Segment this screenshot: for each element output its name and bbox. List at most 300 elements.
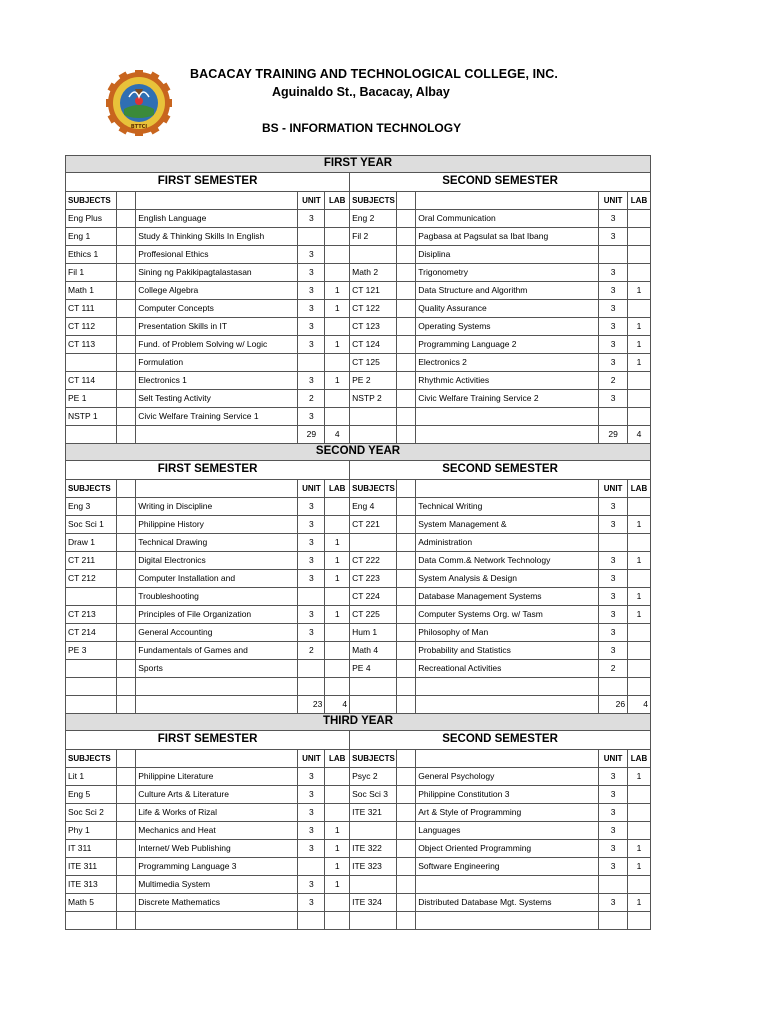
lab-value: 1 <box>628 768 651 786</box>
lab-value <box>325 318 350 336</box>
subject-row <box>66 336 651 354</box>
spacer-cell <box>396 912 416 930</box>
subject-code: ITE 323 <box>350 858 397 876</box>
subject-title: Presentation Skills in IT <box>136 318 298 336</box>
lab-header: LAB <box>325 750 350 768</box>
unit-value: 3 <box>599 228 628 246</box>
subject-code: PE 2 <box>350 372 397 390</box>
lab-value <box>325 210 350 228</box>
description-header <box>416 750 599 768</box>
lab-value: 1 <box>325 336 350 354</box>
description-header <box>416 480 599 498</box>
totals-row <box>66 696 651 714</box>
spacer-cell <box>396 264 416 282</box>
subject-row <box>66 516 651 534</box>
spacer-cell <box>416 426 599 444</box>
lab-value <box>628 660 651 678</box>
lab-header: LAB <box>628 480 651 498</box>
unit-value: 3 <box>298 894 325 912</box>
subject-title: Proffesional Ethics <box>136 246 298 264</box>
subject-title: Trigonometry <box>416 264 599 282</box>
spacer-cell <box>116 192 136 210</box>
subject-title: Disiplina <box>416 246 599 264</box>
subject-row <box>66 552 651 570</box>
subject-title: Distributed Database Mgt. Systems <box>416 894 599 912</box>
subject-code: CT 112 <box>66 318 117 336</box>
spacer-cell <box>396 768 416 786</box>
lab-value <box>325 786 350 804</box>
subject-title <box>416 912 599 930</box>
unit-value: 3 <box>298 786 325 804</box>
subject-title: Multimedia System <box>136 876 298 894</box>
lab-value: 1 <box>628 858 651 876</box>
unit-value: 3 <box>298 822 325 840</box>
subject-code: Eng 5 <box>66 786 117 804</box>
unit-value: 3 <box>599 516 628 534</box>
subject-code <box>66 912 117 930</box>
subject-title: College Algebra <box>136 282 298 300</box>
lab-value <box>325 642 350 660</box>
subject-code: Eng 2 <box>350 210 397 228</box>
college-seal-logo <box>106 70 172 136</box>
description-header <box>416 192 599 210</box>
lab-value: 1 <box>325 858 350 876</box>
unit-value: 3 <box>599 318 628 336</box>
year-title: FIRST YEAR <box>66 156 651 173</box>
subject-title: English Language <box>136 210 298 228</box>
subject-row <box>66 318 651 336</box>
unit-value: 3 <box>599 210 628 228</box>
spacer-cell <box>136 426 298 444</box>
subject-row <box>66 282 651 300</box>
subject-title: Philippine Literature <box>136 768 298 786</box>
unit-value: 3 <box>599 282 628 300</box>
subject-code: CT 221 <box>350 516 397 534</box>
lab-value: 1 <box>325 876 350 894</box>
spacer-cell <box>116 408 136 426</box>
spacer-cell <box>350 426 397 444</box>
lab-value: 1 <box>628 516 651 534</box>
subject-code: CT 113 <box>66 336 117 354</box>
subject-title: System Analysis & Design <box>416 570 599 588</box>
subject-title: Programming Language 3 <box>136 858 298 876</box>
subject-row <box>66 408 651 426</box>
subjects-header: SUBJECTS <box>350 192 397 210</box>
spacer-cell <box>116 588 136 606</box>
unit-value <box>298 858 325 876</box>
unit-value: 2 <box>298 642 325 660</box>
subject-code: CT 114 <box>66 372 117 390</box>
spacer-cell <box>396 876 416 894</box>
subject-row <box>66 840 651 858</box>
subject-code: CT 123 <box>350 318 397 336</box>
subject-code: CT 212 <box>66 570 117 588</box>
spacer-cell <box>396 822 416 840</box>
unit-value: 3 <box>298 300 325 318</box>
spacer-cell <box>396 678 416 696</box>
spacer-cell <box>396 642 416 660</box>
lab-value: 1 <box>628 588 651 606</box>
unit-value: 3 <box>298 606 325 624</box>
subject-title: Selt Testing Activity <box>136 390 298 408</box>
subjects-header: SUBJECTS <box>66 192 117 210</box>
total-units: 29 <box>599 426 628 444</box>
lab-value <box>325 390 350 408</box>
subject-code: Fil 1 <box>66 264 117 282</box>
subject-code <box>350 408 397 426</box>
subject-code: CT 214 <box>66 624 117 642</box>
spacer-cell <box>396 804 416 822</box>
subject-code: CT 213 <box>66 606 117 624</box>
unit-header: UNIT <box>298 192 325 210</box>
subject-title: Philippine History <box>136 516 298 534</box>
unit-value: 3 <box>599 336 628 354</box>
spacer-cell <box>116 516 136 534</box>
lab-value <box>628 678 651 696</box>
subject-code: ITE 311 <box>66 858 117 876</box>
spacer-cell <box>396 318 416 336</box>
subject-row <box>66 822 651 840</box>
lab-value <box>628 822 651 840</box>
subject-title: Computer Installation and <box>136 570 298 588</box>
subject-title: Fund. of Problem Solving w/ Logic <box>136 336 298 354</box>
unit-header: UNIT <box>599 750 628 768</box>
unit-value <box>599 408 628 426</box>
unit-value: 2 <box>298 390 325 408</box>
spacer-cell <box>396 786 416 804</box>
lab-value: 1 <box>325 822 350 840</box>
subject-title <box>136 912 298 930</box>
unit-value <box>599 246 628 264</box>
spacer-cell <box>66 696 117 714</box>
unit-header: UNIT <box>298 750 325 768</box>
subject-code: CT 211 <box>66 552 117 570</box>
lab-value <box>628 210 651 228</box>
subject-code: CT 224 <box>350 588 397 606</box>
unit-value: 3 <box>298 804 325 822</box>
subject-code: Math 5 <box>66 894 117 912</box>
unit-value: 3 <box>599 354 628 372</box>
lab-value: 1 <box>325 570 350 588</box>
spacer-cell <box>116 228 136 246</box>
spacer-cell <box>116 750 136 768</box>
lab-value <box>325 264 350 282</box>
subject-code <box>66 678 117 696</box>
lab-value <box>325 678 350 696</box>
subjects-header: SUBJECTS <box>66 480 117 498</box>
subject-row <box>66 534 651 552</box>
unit-value: 3 <box>599 768 628 786</box>
subjects-header: SUBJECTS <box>66 750 117 768</box>
spacer-cell <box>116 876 136 894</box>
subject-code: Phy 1 <box>66 822 117 840</box>
spacer-cell <box>116 894 136 912</box>
subject-code: Math 2 <box>350 264 397 282</box>
subject-code: PE 3 <box>66 642 117 660</box>
lab-value: 1 <box>628 606 651 624</box>
second-semester-title: SECOND SEMESTER <box>350 173 651 192</box>
spacer-cell <box>350 696 397 714</box>
unit-value <box>298 354 325 372</box>
spacer-cell <box>116 822 136 840</box>
subject-code: CT 111 <box>66 300 117 318</box>
subject-title: Civic Welfare Training Service 2 <box>416 390 599 408</box>
spacer-cell <box>116 264 136 282</box>
subject-title: General Psychology <box>416 768 599 786</box>
subject-title: Computer Systems Org. w/ Tasm <box>416 606 599 624</box>
unit-value: 3 <box>298 624 325 642</box>
subject-row <box>66 786 651 804</box>
unit-value: 3 <box>599 264 628 282</box>
subject-title: Life & Works of Rizal <box>136 804 298 822</box>
subject-code: ITE 321 <box>350 804 397 822</box>
subject-title: Troubleshooting <box>136 588 298 606</box>
lab-value <box>628 570 651 588</box>
unit-value <box>599 876 628 894</box>
subject-title: Quality Assurance <box>416 300 599 318</box>
subject-code <box>350 246 397 264</box>
unit-value: 2 <box>599 660 628 678</box>
lab-value: 1 <box>325 282 350 300</box>
semester-header-row <box>66 173 651 192</box>
unit-value: 3 <box>599 894 628 912</box>
spacer-cell <box>116 318 136 336</box>
spacer-cell <box>116 282 136 300</box>
subject-title: Data Comm.& Network Technology <box>416 552 599 570</box>
first-semester-title: FIRST SEMESTER <box>66 731 350 750</box>
subject-title: Administration <box>416 534 599 552</box>
subject-row <box>66 354 651 372</box>
subject-code: Eng 3 <box>66 498 117 516</box>
lab-value <box>325 804 350 822</box>
spacer-cell <box>396 894 416 912</box>
column-header-row <box>66 480 651 498</box>
lab-value <box>325 498 350 516</box>
subject-row <box>66 858 651 876</box>
unit-value: 3 <box>599 300 628 318</box>
spacer-cell <box>396 624 416 642</box>
subject-title: Study & Thinking Skills In English <box>136 228 298 246</box>
subject-code: Draw 1 <box>66 534 117 552</box>
subject-title <box>416 408 599 426</box>
subject-code <box>350 678 397 696</box>
unit-value: 3 <box>599 606 628 624</box>
unit-value: 3 <box>298 282 325 300</box>
subject-title: Data Structure and Algorithm <box>416 282 599 300</box>
subject-code: Lit 1 <box>66 768 117 786</box>
subject-title: System Management & <box>416 516 599 534</box>
subject-row <box>66 246 651 264</box>
subject-code <box>350 822 397 840</box>
subject-row <box>66 372 651 390</box>
spacer-cell <box>116 858 136 876</box>
unit-value: 3 <box>298 408 325 426</box>
spacer-cell <box>116 300 136 318</box>
spacer-cell <box>396 480 416 498</box>
subject-code: CT 124 <box>350 336 397 354</box>
lab-value <box>325 588 350 606</box>
spacer-cell <box>116 768 136 786</box>
subject-code: CT 122 <box>350 300 397 318</box>
subject-code: PE 1 <box>66 390 117 408</box>
year-title: THIRD YEAR <box>66 714 651 731</box>
spacer-cell <box>116 246 136 264</box>
spacer-cell <box>396 696 416 714</box>
subject-title: Internet/ Web Publishing <box>136 840 298 858</box>
spacer-cell <box>116 786 136 804</box>
unit-value: 3 <box>298 372 325 390</box>
subject-row <box>66 570 651 588</box>
unit-value: 3 <box>298 210 325 228</box>
year-title: SECOND YEAR <box>66 444 651 461</box>
subject-code: CT 125 <box>350 354 397 372</box>
unit-value: 3 <box>298 552 325 570</box>
subject-row <box>66 894 651 912</box>
subject-title: Probability and Statistics <box>416 642 599 660</box>
spacer-cell <box>116 426 136 444</box>
subject-code: CT 223 <box>350 570 397 588</box>
lab-value <box>325 912 350 930</box>
subjects-header: SUBJECTS <box>350 480 397 498</box>
subject-row <box>66 228 651 246</box>
lab-value <box>628 912 651 930</box>
spacer-cell <box>116 372 136 390</box>
lab-value <box>325 894 350 912</box>
subject-title: Operating Systems <box>416 318 599 336</box>
lab-value: 1 <box>628 354 651 372</box>
unit-value: 3 <box>298 570 325 588</box>
unit-header: UNIT <box>599 192 628 210</box>
lab-value: 1 <box>325 300 350 318</box>
subject-row <box>66 912 651 930</box>
lab-value: 1 <box>628 282 651 300</box>
spacer-cell <box>116 390 136 408</box>
lab-header: LAB <box>325 192 350 210</box>
lab-value: 1 <box>628 552 651 570</box>
subject-title: Technical Writing <box>416 498 599 516</box>
total-lab: 4 <box>325 696 350 714</box>
subject-title <box>136 678 298 696</box>
lab-value <box>325 516 350 534</box>
spacer-cell <box>116 804 136 822</box>
subject-code <box>66 660 117 678</box>
subject-code: PE 4 <box>350 660 397 678</box>
spacer-cell <box>136 696 298 714</box>
lab-value <box>628 300 651 318</box>
semester-header-row <box>66 731 651 750</box>
lab-header: LAB <box>628 192 651 210</box>
column-header-row <box>66 192 651 210</box>
spacer-cell <box>66 426 117 444</box>
unit-value <box>599 534 628 552</box>
subject-title: Mechanics and Heat <box>136 822 298 840</box>
spacer-cell <box>396 660 416 678</box>
description-header <box>136 480 298 498</box>
subject-row <box>66 660 651 678</box>
subject-row <box>66 876 651 894</box>
subject-code: ITE 324 <box>350 894 397 912</box>
subject-code: Hum 1 <box>350 624 397 642</box>
lab-value <box>325 246 350 264</box>
unit-value <box>599 678 628 696</box>
subject-title: Formulation <box>136 354 298 372</box>
unit-value: 3 <box>298 264 325 282</box>
spacer-cell <box>396 588 416 606</box>
lab-value <box>628 228 651 246</box>
unit-value <box>599 912 628 930</box>
lab-value <box>628 624 651 642</box>
lab-value <box>628 498 651 516</box>
unit-value: 3 <box>599 822 628 840</box>
unit-header: UNIT <box>298 480 325 498</box>
spacer-cell <box>396 336 416 354</box>
unit-value: 3 <box>599 588 628 606</box>
spacer-cell <box>396 498 416 516</box>
spacer-cell <box>396 750 416 768</box>
totals-row <box>66 426 651 444</box>
spacer-cell <box>116 696 136 714</box>
subject-code: Soc Sci 2 <box>66 804 117 822</box>
subject-title: Civic Welfare Training Service 1 <box>136 408 298 426</box>
spacer-cell <box>116 336 136 354</box>
spacer-cell <box>116 354 136 372</box>
lab-value <box>325 624 350 642</box>
spacer-cell <box>116 552 136 570</box>
subject-code <box>66 588 117 606</box>
subject-title: Software Engineering <box>416 858 599 876</box>
unit-value <box>298 678 325 696</box>
unit-value: 3 <box>599 642 628 660</box>
subject-row <box>66 678 651 696</box>
lab-value <box>325 354 350 372</box>
spacer-cell <box>116 840 136 858</box>
lab-value <box>628 246 651 264</box>
subject-row <box>66 606 651 624</box>
unit-value: 3 <box>298 768 325 786</box>
description-header <box>136 750 298 768</box>
subject-row <box>66 588 651 606</box>
subject-code: Math 1 <box>66 282 117 300</box>
subject-row <box>66 804 651 822</box>
first-semester-title: FIRST SEMESTER <box>66 173 350 192</box>
subject-code: CT 225 <box>350 606 397 624</box>
unit-value: 3 <box>599 552 628 570</box>
unit-value: 3 <box>298 534 325 552</box>
spacer-cell <box>116 678 136 696</box>
spacer-cell <box>116 912 136 930</box>
subject-code: Eng 1 <box>66 228 117 246</box>
lab-value: 1 <box>628 318 651 336</box>
lab-value <box>325 408 350 426</box>
unit-value: 3 <box>599 624 628 642</box>
lab-value: 1 <box>325 372 350 390</box>
total-units: 23 <box>298 696 325 714</box>
subject-code: ITE 313 <box>66 876 117 894</box>
subject-title: Computer Concepts <box>136 300 298 318</box>
description-header <box>136 192 298 210</box>
curriculum-table <box>65 155 651 930</box>
unit-value: 3 <box>298 246 325 264</box>
document-header <box>0 0 768 150</box>
subject-title: Electronics 1 <box>136 372 298 390</box>
unit-value: 3 <box>599 786 628 804</box>
unit-value: 3 <box>298 840 325 858</box>
subject-title: Philippine Constitution 3 <box>416 786 599 804</box>
subjects-header: SUBJECTS <box>350 750 397 768</box>
school-name: BACACAY TRAINING AND TECHNOLOGICAL COLLEGE, INC. <box>190 67 559 81</box>
year-header-row <box>66 444 651 461</box>
total-lab: 4 <box>628 696 651 714</box>
